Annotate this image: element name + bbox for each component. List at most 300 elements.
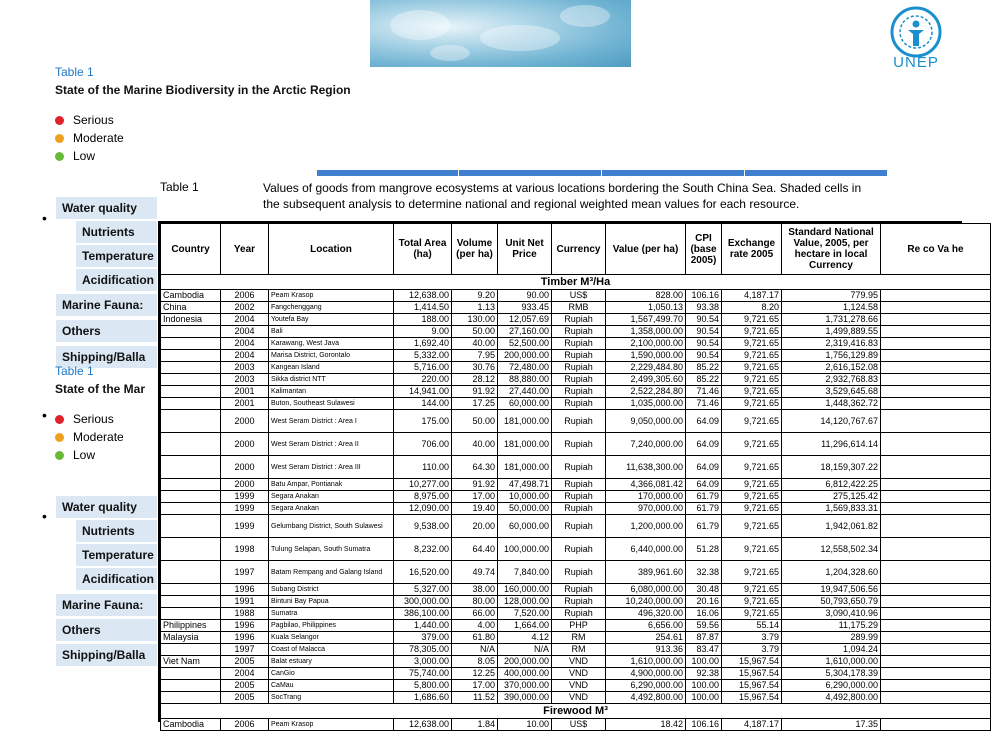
table-cell: 5,304,178.39 <box>782 668 881 680</box>
table-cell: Rupiah <box>552 608 606 620</box>
table-cell <box>881 290 991 302</box>
table-cell: 16,520.00 <box>394 561 452 584</box>
table-cell: 17.00 <box>452 680 498 692</box>
table-cell: 1996 <box>221 620 269 632</box>
table-cell: 100,000.00 <box>498 538 552 561</box>
table-cell: 8,232.00 <box>394 538 452 561</box>
table-cell <box>161 680 221 692</box>
table-row <box>161 314 991 326</box>
table-cell: 18.42 <box>606 719 686 731</box>
table-cell: 11.52 <box>452 692 498 704</box>
table-cell: 9,721.65 <box>722 491 782 503</box>
table-row <box>161 620 991 632</box>
table-cell: 9,538.00 <box>394 515 452 538</box>
table-cell: 3,090,410.96 <box>782 608 881 620</box>
table-cell: 40.00 <box>452 433 498 456</box>
table-cell: Gelumbang District, South Sulawesi <box>269 515 394 538</box>
bullet-icon: • <box>42 508 47 524</box>
table-cell: Rupiah <box>552 515 606 538</box>
table-cell: 370,000.00 <box>498 680 552 692</box>
table-row <box>161 479 991 491</box>
table-cell: Rupiah <box>552 503 606 515</box>
table-cell: 1,124.58 <box>782 302 881 314</box>
table-cell: N/A <box>498 644 552 656</box>
table-cell: 9,721.65 <box>722 326 782 338</box>
table-cell: Bali <box>269 326 394 338</box>
table-cell: 7,240,000.00 <box>606 433 686 456</box>
table-cell: Rupiah <box>552 410 606 433</box>
table-body <box>161 275 991 731</box>
table-cell <box>881 596 991 608</box>
table-cell: 1,050.13 <box>606 302 686 314</box>
table-cell: 12,558,502.34 <box>782 538 881 561</box>
table-cell: 275,125.42 <box>782 491 881 503</box>
table-cell: 200,000.00 <box>498 350 552 362</box>
table-cell: 15,967.54 <box>722 680 782 692</box>
table-cell <box>161 326 221 338</box>
table-cell: 18,159,307.22 <box>782 456 881 479</box>
table-cell: 78,305.00 <box>394 644 452 656</box>
table-cell: 2005 <box>221 680 269 692</box>
table-cell: Rupiah <box>552 456 606 479</box>
table-cell: 59.56 <box>686 620 722 632</box>
table-cell: US$ <box>552 290 606 302</box>
table-cell: 2004 <box>221 326 269 338</box>
table-cell: 2000 <box>221 479 269 491</box>
table-cell: Rupiah <box>552 338 606 350</box>
table-cell <box>881 680 991 692</box>
table-cell: 9,721.65 <box>722 456 782 479</box>
table-cell: 5,716.00 <box>394 362 452 374</box>
table-cell: 9,721.65 <box>722 479 782 491</box>
table-cell: 8.05 <box>452 656 498 668</box>
table-cell: 160,000.00 <box>498 584 552 596</box>
table-row <box>161 350 991 362</box>
table-cell: 2004 <box>221 314 269 326</box>
table-cell: 64.09 <box>686 456 722 479</box>
table-cell: 75,740.00 <box>394 668 452 680</box>
table-cell: 144.00 <box>394 398 452 410</box>
table-cell: 5,800.00 <box>394 680 452 692</box>
table-cell: 175.00 <box>394 410 452 433</box>
table-cell <box>161 644 221 656</box>
table-cell: 1999 <box>221 503 269 515</box>
table-cell: 181,000.00 <box>498 456 552 479</box>
table-cell: 71.46 <box>686 386 722 398</box>
table-cell: 51.28 <box>686 538 722 561</box>
table-cell: 379.00 <box>394 632 452 644</box>
table-row <box>161 719 991 731</box>
table-cell: 64.09 <box>686 410 722 433</box>
table-cell: 90.54 <box>686 326 722 338</box>
table-cell: 9,721.65 <box>722 608 782 620</box>
table-cell: 12,638.00 <box>394 290 452 302</box>
table-row <box>161 456 991 479</box>
table-cell: 50.00 <box>452 410 498 433</box>
table-row <box>161 668 991 680</box>
bullet-icon: • <box>42 407 47 423</box>
table-cell <box>161 386 221 398</box>
table-cell: 706.00 <box>394 433 452 456</box>
table-cell: 9,721.65 <box>722 410 782 433</box>
legend-item: Serious <box>55 410 124 428</box>
table-cell <box>881 326 991 338</box>
table-cell: 2,319,416.83 <box>782 338 881 350</box>
table-cell: 1,692.40 <box>394 338 452 350</box>
table-cell: West Seram District : Area I <box>269 410 394 433</box>
table-cell: Rupiah <box>552 326 606 338</box>
table-cell: 5,332.00 <box>394 350 452 362</box>
table-cell: 4,492,800.00 <box>606 692 686 704</box>
table-cell <box>881 338 991 350</box>
table-cell: 85.22 <box>686 362 722 374</box>
table-cell: 27,160.00 <box>498 326 552 338</box>
table-cell <box>161 456 221 479</box>
low-dot-icon <box>55 152 64 161</box>
table-cell: 15,967.54 <box>722 668 782 680</box>
legend-item: Moderate <box>55 129 124 147</box>
table-cell: 12,090.00 <box>394 503 452 515</box>
table-cell: 20.16 <box>686 596 722 608</box>
table-cell: 6,812,422.25 <box>782 479 881 491</box>
table-cell: Segara Anakan <box>269 491 394 503</box>
table-cell: 1,414.50 <box>394 302 452 314</box>
table-cell: 390,000.00 <box>498 692 552 704</box>
table-cell: 14,941.00 <box>394 386 452 398</box>
table-cell: 90.00 <box>498 290 552 302</box>
table-cell <box>161 410 221 433</box>
column-header: Year <box>221 224 269 275</box>
caption-label: Table 1 <box>160 180 199 194</box>
table-cell: 61.79 <box>686 503 722 515</box>
table-cell: 386,100.00 <box>394 608 452 620</box>
moderate-dot-icon <box>55 134 64 143</box>
table-cell: 4.00 <box>452 620 498 632</box>
table-cell: 71.46 <box>686 398 722 410</box>
table-row <box>161 596 991 608</box>
column-header: Standard National Value, 2005, per hectare in local Currency <box>782 224 881 275</box>
table-cell: 1,204,328.60 <box>782 561 881 584</box>
table-cell: 60,000.00 <box>498 515 552 538</box>
table-cell: 47,498.71 <box>498 479 552 491</box>
column-header: CPI (base 2005) <box>686 224 722 275</box>
table-cell: Subang District <box>269 584 394 596</box>
table-cell: Batu Ampar, Pontianak <box>269 479 394 491</box>
table-cell: 1996 <box>221 584 269 596</box>
table-cell <box>881 410 991 433</box>
table-cell <box>161 398 221 410</box>
table-cell: Batam Rempang and Galang Island <box>269 561 394 584</box>
legend <box>55 111 124 165</box>
table-row <box>161 410 991 433</box>
table-cell <box>161 515 221 538</box>
table-cell: 3,000.00 <box>394 656 452 668</box>
table-cell: 9,721.65 <box>722 515 782 538</box>
bg-table-label-2: Table 1 <box>55 364 94 378</box>
table-row <box>161 362 991 374</box>
table-cell: Kalimantan <box>269 386 394 398</box>
table-cell: 106.16 <box>686 290 722 302</box>
table-cell: 2004 <box>221 350 269 362</box>
table-cell: 9,721.65 <box>722 350 782 362</box>
table-cell: 1999 <box>221 515 269 538</box>
table-cell: CanGio <box>269 668 394 680</box>
table-cell: 4,187.17 <box>722 290 782 302</box>
table-row <box>161 386 991 398</box>
table-cell <box>161 338 221 350</box>
table-cell <box>881 398 991 410</box>
table-cell <box>881 644 991 656</box>
table-cell: Rupiah <box>552 350 606 362</box>
table-cell: Indonesia <box>161 314 221 326</box>
table-cell: 2003 <box>221 362 269 374</box>
table-cell: 2,522,284.80 <box>606 386 686 398</box>
table-cell: 72,480.00 <box>498 362 552 374</box>
table-cell: 66.00 <box>452 608 498 620</box>
table-cell: 1,756,129.89 <box>782 350 881 362</box>
column-header: Unit Net Price <box>498 224 552 275</box>
legend-2 <box>55 410 124 464</box>
bullet-icon: • <box>42 210 47 226</box>
legend-item: Low <box>55 147 124 165</box>
table-cell: 2006 <box>221 290 269 302</box>
table-cell: PHP <box>552 620 606 632</box>
caption-line-1: Values of goods from mangrove ecosystems at various locations bordering the South China Sea. Shaded cells in <box>263 181 862 195</box>
table-cell: Rupiah <box>552 479 606 491</box>
mangrove-table <box>158 221 964 729</box>
table-cell: 9,721.65 <box>722 596 782 608</box>
table-cell: 11,638,300.00 <box>606 456 686 479</box>
table-cell: 181,000.00 <box>498 410 552 433</box>
table-row <box>161 503 991 515</box>
table-cell: 61.79 <box>686 515 722 538</box>
table-cell: 91.92 <box>452 386 498 398</box>
table-cell: 400,000.00 <box>498 668 552 680</box>
table-cell: 1,664.00 <box>498 620 552 632</box>
table-cell: 2001 <box>221 398 269 410</box>
table-cell: 55.14 <box>722 620 782 632</box>
table-cell: 4.12 <box>498 632 552 644</box>
table-cell <box>881 608 991 620</box>
table-row <box>161 515 991 538</box>
table-cell: Buton, Southeast Sulawesi <box>269 398 394 410</box>
table-cell: 2004 <box>221 338 269 350</box>
table-cell: 9,721.65 <box>722 538 782 561</box>
table-cell: 2003 <box>221 374 269 386</box>
table-cell <box>161 668 221 680</box>
table-row <box>161 538 991 561</box>
legend-item: Moderate <box>55 428 124 446</box>
table-cell: 2006 <box>221 719 269 731</box>
table-cell <box>161 561 221 584</box>
table-cell: 496,320.00 <box>606 608 686 620</box>
table-cell: 11,296,614.14 <box>782 433 881 456</box>
table-row <box>161 433 991 456</box>
table-cell: 9,721.65 <box>722 386 782 398</box>
table-cell: 4,187.17 <box>722 719 782 731</box>
table-cell <box>881 374 991 386</box>
table-cell: 1999 <box>221 491 269 503</box>
category-nutrients: Nutrients <box>76 221 162 243</box>
table-cell <box>881 632 991 644</box>
table-cell: Pagbilao, Philippines <box>269 620 394 632</box>
table-cell: 5,327.00 <box>394 584 452 596</box>
section-title: Firewood M³ <box>161 704 991 719</box>
table-cell: 170,000.00 <box>606 491 686 503</box>
table-cell: 2005 <box>221 656 269 668</box>
table-cell: 9,721.65 <box>722 584 782 596</box>
table-cell: Youtefa Bay <box>269 314 394 326</box>
table-cell: 64.09 <box>686 433 722 456</box>
table-cell: 188.00 <box>394 314 452 326</box>
table-cell: 181,000.00 <box>498 433 552 456</box>
table-cell <box>881 584 991 596</box>
table-row <box>161 398 991 410</box>
table-cell: 2000 <box>221 433 269 456</box>
table-cell: Cambodia <box>161 290 221 302</box>
table-cell: 1,448,362.72 <box>782 398 881 410</box>
table-cell <box>881 479 991 491</box>
table-cell: 1,035,000.00 <box>606 398 686 410</box>
table-cell <box>881 302 991 314</box>
table-cell <box>161 503 221 515</box>
table-cell: 9,721.65 <box>722 433 782 456</box>
table-cell <box>161 362 221 374</box>
table-cell: 27,440.00 <box>498 386 552 398</box>
table-cell: 12,638.00 <box>394 719 452 731</box>
table-row <box>161 692 991 704</box>
table-cell <box>881 386 991 398</box>
table-cell: 88,880.00 <box>498 374 552 386</box>
table-cell: Rupiah <box>552 386 606 398</box>
header-banner-image <box>370 0 631 67</box>
table-cell: 40.00 <box>452 338 498 350</box>
table-cell: 15,967.54 <box>722 692 782 704</box>
table-cell: 254.61 <box>606 632 686 644</box>
table-cell: SocTrang <box>269 692 394 704</box>
table-cell: 10.00 <box>498 719 552 731</box>
serious-dot-icon <box>55 415 64 424</box>
caption-line-2: the subsequent analysis to determine national and regional weighted mean values for each resource. <box>263 197 800 211</box>
table-cell: 4,900,000.00 <box>606 668 686 680</box>
table-cell: 8.20 <box>722 302 782 314</box>
table-cell: Philippines <box>161 620 221 632</box>
table-cell: 12.25 <box>452 668 498 680</box>
table-cell: 9,721.65 <box>722 362 782 374</box>
table-cell <box>881 561 991 584</box>
table-cell: 1,686.60 <box>394 692 452 704</box>
table-cell: 16.06 <box>686 608 722 620</box>
table-cell: 1.13 <box>452 302 498 314</box>
table-cell: Sikka district NTT <box>269 374 394 386</box>
table-cell: Rupiah <box>552 362 606 374</box>
table-cell: 110.00 <box>394 456 452 479</box>
table-cell: 2002 <box>221 302 269 314</box>
table-cell: Coast of Malacca <box>269 644 394 656</box>
table-cell: Rupiah <box>552 561 606 584</box>
table-cell: 9,050,000.00 <box>606 410 686 433</box>
column-header: Country <box>161 224 221 275</box>
table-cell <box>161 608 221 620</box>
category-others: Others <box>56 320 162 342</box>
table-cell: 1,942,061.82 <box>782 515 881 538</box>
caption-text <box>263 180 960 212</box>
table-cell: 100.00 <box>686 680 722 692</box>
table-cell: 1997 <box>221 644 269 656</box>
table-cell: 15,967.54 <box>722 656 782 668</box>
category-marine-fauna: Marine Fauna: <box>56 294 162 316</box>
low-dot-icon <box>55 451 64 460</box>
table-cell: 17.25 <box>452 398 498 410</box>
table-cell: 50,000.00 <box>498 503 552 515</box>
table-row <box>161 338 991 350</box>
table-cell: 2000 <box>221 410 269 433</box>
table-cell: VND <box>552 668 606 680</box>
table-cell: 10,000.00 <box>498 491 552 503</box>
table-cell <box>161 350 221 362</box>
table-cell: 389,961.60 <box>606 561 686 584</box>
table-cell: 9,721.65 <box>722 314 782 326</box>
table-cell: 2005 <box>221 692 269 704</box>
table-row <box>161 302 991 314</box>
table-cell: 2,100,000.00 <box>606 338 686 350</box>
table-cell: CaMau <box>269 680 394 692</box>
table-cell: 300,000.00 <box>394 596 452 608</box>
table-cell <box>881 656 991 668</box>
table-cell: 100.00 <box>686 656 722 668</box>
table-cell: RM <box>552 632 606 644</box>
column-header: Currency <box>552 224 606 275</box>
table-cell: Rupiah <box>552 491 606 503</box>
table-cell: 9,721.65 <box>722 338 782 350</box>
table-cell: US$ <box>552 719 606 731</box>
section-title: Timber M³/Ha <box>161 275 991 290</box>
table-cell: 10,240,000.00 <box>606 596 686 608</box>
table-cell: 9,721.65 <box>722 561 782 584</box>
table-cell: 6,290,000.00 <box>606 680 686 692</box>
column-header: Total Area (ha) <box>394 224 452 275</box>
table-cell: Fangchenggang <box>269 302 394 314</box>
table-cell <box>881 620 991 632</box>
table-cell: 9.20 <box>452 290 498 302</box>
table-row <box>161 608 991 620</box>
column-header: Location <box>269 224 394 275</box>
section-row <box>161 704 991 719</box>
table-cell: 12,057.69 <box>498 314 552 326</box>
table-row <box>161 374 991 386</box>
table-cell: 2,229,484.80 <box>606 362 686 374</box>
section-row <box>161 275 991 290</box>
table-cell: Viet Nam <box>161 656 221 668</box>
table-cell: 2,932,768.83 <box>782 374 881 386</box>
table-cell: 32.38 <box>686 561 722 584</box>
table-cell: VND <box>552 692 606 704</box>
table-cell: Segara Anakan <box>269 503 394 515</box>
category-nutrients-2: Nutrients <box>76 520 162 542</box>
table-cell: Peam Krasop <box>269 719 394 731</box>
table-cell: 17.00 <box>452 491 498 503</box>
table-cell: 61.79 <box>686 491 722 503</box>
table-cell: 1,731,278.66 <box>782 314 881 326</box>
table-cell: Marisa District, Gorontalo <box>269 350 394 362</box>
logo-text: UNEP <box>893 54 939 71</box>
table-cell: RM <box>552 644 606 656</box>
table-cell: 1,440.00 <box>394 620 452 632</box>
table-cell: 64.30 <box>452 456 498 479</box>
table-cell: 9,721.65 <box>722 374 782 386</box>
table-cell <box>881 692 991 704</box>
table-cell: Kuala Selangor <box>269 632 394 644</box>
